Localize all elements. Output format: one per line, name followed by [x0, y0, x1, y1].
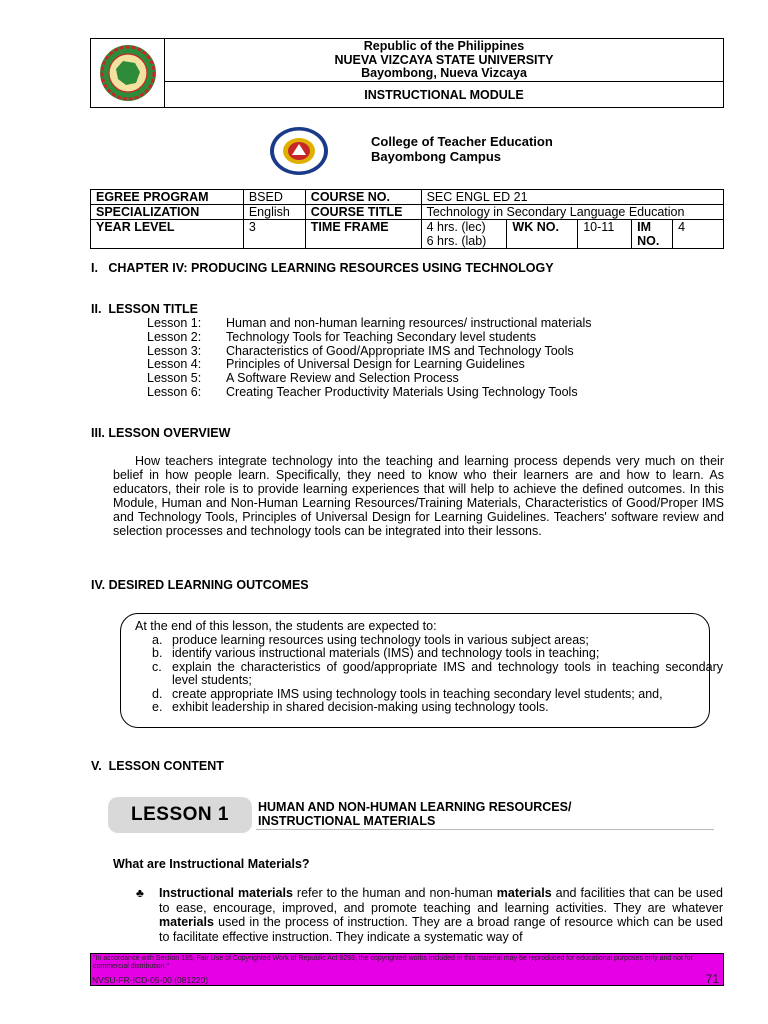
week-no-value: 10-11: [578, 220, 632, 249]
lesson-title: A Software Review and Selection Process: [226, 371, 459, 386]
outcome-letter: c.: [152, 659, 162, 674]
module-title: INSTRUCTIONAL MODULE: [165, 81, 723, 107]
ims-definition-paragraph: [159, 886, 723, 944]
week-no-label: WK NO.: [507, 220, 578, 249]
table-row: [91, 190, 724, 205]
lesson-number: Lesson 5:: [147, 371, 202, 386]
lesson-1-heading-line: INSTRUCTIONAL MATERIALS: [258, 814, 436, 828]
course-info-table: [90, 189, 724, 249]
lesson-list: [147, 317, 591, 400]
bold-term: materials: [159, 915, 214, 930]
lesson-number: Lesson 3:: [147, 343, 202, 358]
outcome-letter: e.: [152, 700, 163, 714]
definition-text: used in the process of instruction. They are a broad range of resource which can be used to facilitate effective instruction. They indicate a systematic way of: [159, 915, 723, 944]
lesson-1-heading-line: HUMAN AND NON-HUMAN LEARNING RESOURCES/: [258, 800, 572, 814]
section-lesson-title: II. LESSON TITLE: [91, 302, 198, 316]
time-frame-lab: 6 hrs. (lab): [426, 234, 487, 248]
year-level-value: 3: [243, 220, 305, 249]
lesson-heading-divider: [256, 829, 714, 830]
year-level-label: YEAR LEVEL: [91, 220, 244, 249]
outcomes-list: [135, 620, 723, 715]
what-are-ims-heading: What are Instructional Materials?: [113, 857, 310, 871]
definition-text: refer to the human and non-human: [292, 886, 497, 900]
table-row: [91, 220, 724, 249]
section-lesson-content: V. LESSON CONTENT: [91, 759, 224, 773]
college-seal-icon: [268, 125, 330, 177]
lesson-1-heading: [258, 800, 571, 828]
im-no-value: 4: [673, 220, 724, 249]
outcome-letter: d.: [152, 686, 163, 701]
lesson-number: Lesson 1:: [147, 316, 202, 330]
page-number: 71: [705, 972, 719, 986]
course-no-value: SEC ENGL ED 21: [421, 190, 723, 205]
campus-name: Bayombong Campus: [371, 149, 502, 164]
outcome-text: create appropriate IMS using technology tools in teaching secondary level students; and,: [172, 686, 663, 701]
lesson-title: Characteristics of Good/Appropriate IMS and Technology Tools: [226, 343, 574, 358]
degree-label: EGREE PROGRAM: [91, 190, 244, 205]
course-title-label: COURSE TITLE: [305, 205, 421, 220]
college-name: College of Teacher Education: [371, 134, 553, 149]
course-no-label: COURSE NO.: [305, 190, 421, 205]
university-logo-cell: [91, 39, 165, 107]
university-address: Bayombong, Nueva Vizcaya: [361, 66, 527, 80]
club-bullet-icon: ♣: [136, 886, 144, 900]
list-item: [147, 317, 591, 331]
outcome-text: identify various instructional materials (IMS) and technology tools in teaching;: [172, 646, 600, 660]
outcome-text: produce learning resources using technology tools in various subject areas;: [172, 632, 589, 647]
list-item: [135, 634, 723, 648]
section-desired-outcomes: IV. DESIRED LEARNING OUTCOMES: [91, 578, 309, 592]
fair-use-note: "In accordance with Section 185, Fair Use of Copyrighted Work of Republic Act 8293, the copyrighted works included in this material may be reproduced for educational purposes only and not for commercial distribution.": [93, 955, 694, 970]
section-lesson-overview: III. LESSON OVERVIEW: [91, 426, 231, 440]
outcome-letter: a.: [152, 632, 163, 647]
copyright-footer: [90, 953, 724, 986]
list-item: [135, 647, 723, 661]
time-frame-label: TIME FRAME: [305, 220, 421, 249]
course-title-value: Technology in Secondary Language Education: [421, 205, 723, 220]
section-chapter: I. CHAPTER IV: PRODUCING LEARNING RESOURCES USING TECHNOLOGY: [91, 261, 554, 275]
document-header: [90, 38, 724, 108]
bold-term: Instructional materials: [159, 886, 293, 900]
definition-text: and facilities that can be used to ease, encourage, improved, and promote teaching and learning activities. They are whatever: [159, 886, 723, 915]
outcome-text: explain the characteristics of good/appropriate IMS and technology tools in teaching secondary level students;: [172, 659, 723, 687]
time-frame-value: [421, 220, 507, 249]
list-item: [147, 372, 591, 386]
form-code: NVSU-FR-ICD-05-00 (081220): [92, 975, 209, 985]
bold-term: materials: [496, 886, 552, 900]
university-seal-icon: [91, 39, 165, 107]
degree-value: BSED: [243, 190, 305, 205]
time-frame-lec: 4 hrs. (lec): [426, 220, 486, 234]
list-item: [147, 345, 591, 359]
lesson-number: Lesson 6:: [147, 384, 202, 399]
university-name: NUEVA VIZCAYA STATE UNIVERSITY: [334, 52, 554, 67]
list-item: [147, 358, 591, 372]
specialization-label: SPECIALIZATION: [91, 205, 244, 220]
lesson-1-badge: LESSON 1: [108, 797, 252, 833]
lesson-number: Lesson 4:: [147, 357, 202, 372]
list-item: [135, 688, 723, 702]
lesson-title: Principles of Universal Design for Learning Guidelines: [226, 357, 525, 372]
outcome-letter: b.: [152, 646, 163, 660]
list-item: [147, 386, 591, 400]
specialization-value: English: [243, 205, 305, 220]
lesson-title: Technology Tools for Teaching Secondary level students: [226, 329, 537, 344]
republic-line: Republic of the Philippines: [363, 39, 525, 53]
list-item: [147, 331, 591, 345]
table-row: [91, 205, 724, 220]
header-text-block: [165, 39, 723, 81]
lesson-title: Human and non-human learning resources/ instructional materials: [226, 316, 592, 330]
im-no-label: IM NO.: [632, 220, 673, 249]
overview-paragraph: How teachers integrate technology into the teaching and learning process depends very much on their belief in how people learn. Specifically, they need to know who their learners are and how to learn. As educators, their role is to provide learning experiences that will help to achieve the defined outcomes. In this Module, Human and Non-Human Learning Resources/Training Materials, Characteristics of Good/Proper IMS and Technology Tools, Principles of Universal Design for Learning Guidelines. Teachers' software review and selection processes and technology tools can be integrated into their lessons.: [113, 454, 724, 538]
outcomes-intro: At the end of this lesson, the students are expected to:: [135, 619, 437, 633]
outcome-text: exhibit leadership in shared decision-making using technology tools.: [172, 700, 549, 714]
list-item: [135, 701, 723, 715]
lesson-title: Creating Teacher Productivity Materials Using Technology Tools: [226, 384, 578, 399]
college-name-block: [371, 134, 553, 164]
list-item: [135, 661, 723, 688]
lesson-number: Lesson 2:: [147, 329, 202, 344]
